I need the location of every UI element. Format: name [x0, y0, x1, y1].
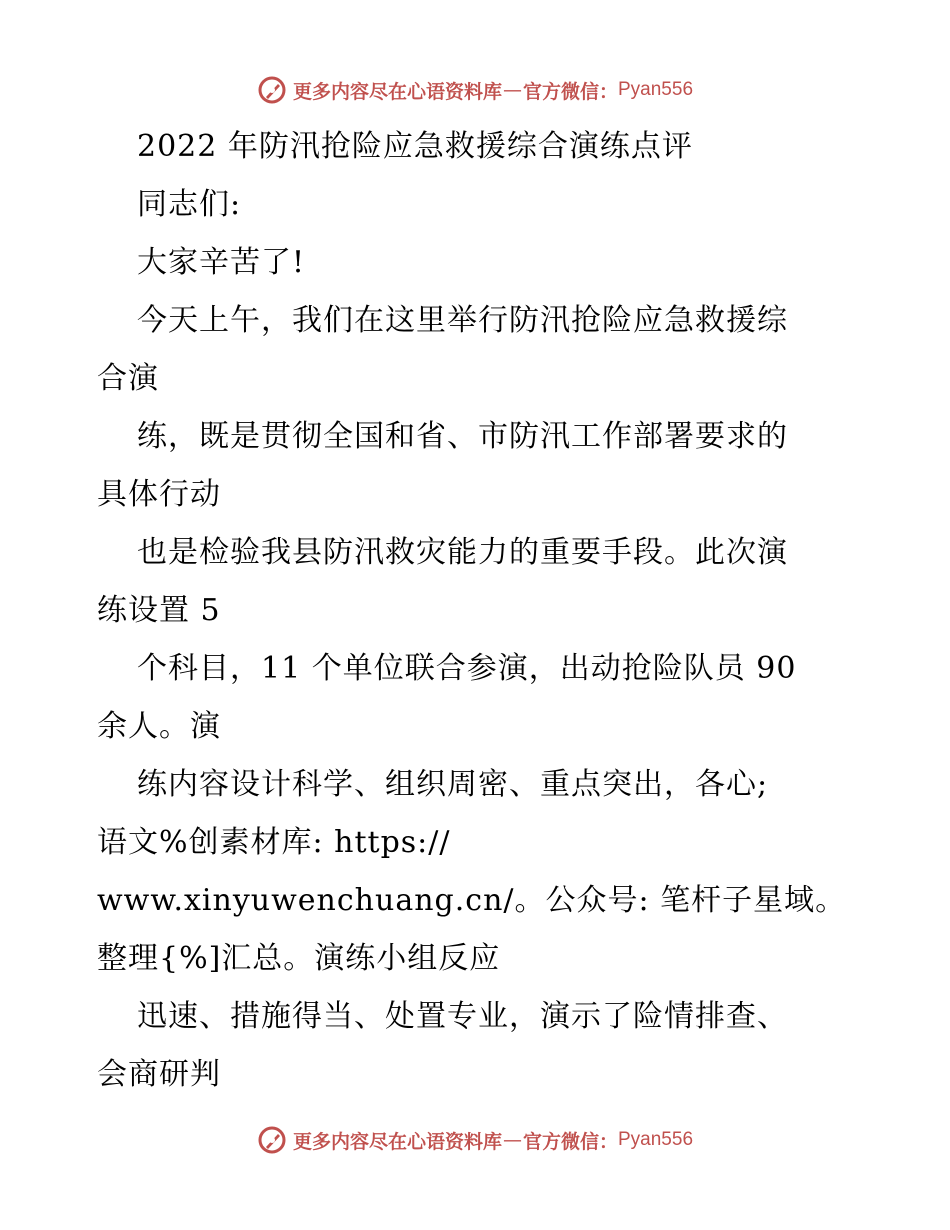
footer-banner — [0, 1120, 950, 1160]
banner-brand-text: 更多内容尽在心语资料库 — [292, 80, 502, 103]
banner-brand-text: 更多内容尽在心语资料库 — [292, 1130, 502, 1153]
text-line: 练，既是贯彻全国和省、市防汛工作部署要求的 — [137, 419, 788, 454]
text-line: 大家辛苦了! — [137, 245, 306, 280]
text-line: 合演 — [97, 361, 159, 396]
banner-dash: — — [502, 1129, 522, 1151]
text-line: 迅速、措施得当、处置专业，演示了险情排查、 — [137, 999, 788, 1034]
text-line: 个科目，11 个单位联合参演，出动抢险队员 90 — [137, 651, 797, 686]
banner-official-label: 官方微信： — [522, 1130, 618, 1153]
banner-wechat-id: Pyan556 — [618, 1129, 694, 1150]
text-line: 余人。演 — [97, 709, 221, 744]
banner-dash: — — [502, 79, 522, 101]
banner-wechat-id: Pyan556 — [618, 79, 694, 100]
document-title: 2022 年防汛抢险应急救援综合演练点评 — [137, 129, 693, 164]
text-line: 练内容设计科学、组织周密、重点突出，各心; — [137, 767, 769, 802]
text-line: 整理{%]汇总。演练小组反应 — [97, 941, 501, 976]
pen-nib-logo-icon — [257, 1125, 287, 1155]
text-line: 今天上午，我们在这里举行防汛抢险应急救援综 — [137, 303, 788, 338]
text-line: 会商研判 — [97, 1057, 221, 1092]
banner-official-label: 官方微信： — [522, 80, 618, 103]
text-line: 语文%创素材库: https:// — [97, 825, 451, 860]
text-line: 练设置 5 — [97, 593, 221, 628]
text-line: 具体行动 — [97, 477, 221, 512]
header-banner — [0, 70, 950, 110]
pen-nib-logo-icon — [257, 75, 287, 105]
document-body — [97, 118, 857, 1104]
text-line: www.xinyuwenchuang.cn/。公众号: 笔杆子星域。 — [97, 883, 847, 918]
text-line: 也是检验我县防汛救灾能力的重要手段。此次演 — [137, 535, 788, 570]
salutation: 同志们: — [137, 187, 242, 222]
